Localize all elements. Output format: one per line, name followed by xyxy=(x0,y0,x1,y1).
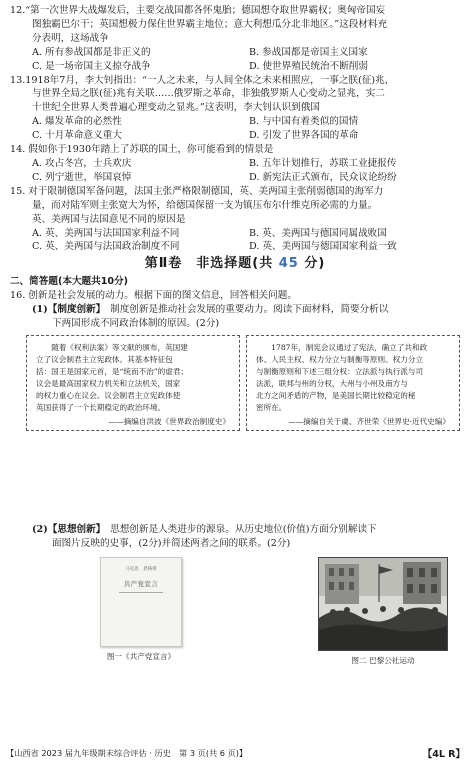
option-d[interactable]: D. 引发了世界各国的革命 xyxy=(249,130,359,142)
option-a[interactable]: A. 所有参战国都是非正义的 xyxy=(32,46,151,58)
book-title: 共产党宣言 xyxy=(123,579,159,588)
figure-caption: 图一《共产党宣言》 xyxy=(106,651,176,661)
material-line: 议会是最高国家权力机关和立法机关，国家 xyxy=(36,378,181,388)
material-source: ——摘编自关于虞、齐世荣《世界史·近代史编》 xyxy=(288,416,450,426)
options xyxy=(10,227,460,255)
material-line: 体、人民主权、权力分立与制衡等原则。权力分立 xyxy=(256,354,424,364)
option-a[interactable]: A. 英、美两国与法国国家利益不同 xyxy=(32,227,180,239)
option-a[interactable]: A. 攻占冬宫，士兵欢庆 xyxy=(32,157,132,169)
material-boxes xyxy=(26,335,460,431)
part-2-title-suffix: 分) xyxy=(298,256,326,272)
option-c[interactable]: C. 是一场帝国主义掠夺战争 xyxy=(32,60,151,72)
sub-question-line: 下两国形成不同政治体制的原因。(2分) xyxy=(52,317,220,329)
page-footer xyxy=(6,748,465,762)
question-stem-line: 与世界全局之朕(征)兆有关联……俄罗斯之革命，非独俄罗斯人心变动之显兆，实二 xyxy=(32,88,385,100)
option-b[interactable]: B. 参战国都是帝国主义国家 xyxy=(249,46,368,58)
question-14 xyxy=(10,143,460,185)
question-stem-line: 英、美两国与法国意见不同的原因是 xyxy=(32,213,186,225)
question-stem-line: 十世纪全世界人类普遍心理变动之显兆。”这表明，李大钊认识到俄国 xyxy=(32,102,320,114)
material-line: 括：国王是国家元首，是“统而不治”的虚君； xyxy=(36,366,189,376)
question-13 xyxy=(10,74,460,144)
book-authors: 马克思 恩格斯 xyxy=(125,566,157,572)
question-15 xyxy=(10,185,460,255)
material-box-britain xyxy=(26,335,240,431)
material-box-usa xyxy=(246,335,460,431)
question-stem-line: 分表明，这场战争 xyxy=(32,32,109,44)
option-a[interactable]: A. 爆发革命的必然性 xyxy=(32,116,122,128)
question-stem-line: 12.“第一次世界大战爆发后，主要交战国都各怀鬼胎；德国想夺取世界霸权；奥匈帝国妄 xyxy=(10,5,386,16)
paris-commune-illustration xyxy=(318,557,448,651)
option-d[interactable]: D. 新宪法正式颁布，民众议论纷纷 xyxy=(249,171,397,183)
option-b[interactable]: B. 与中国有着类似的国情 xyxy=(249,116,359,128)
material-line: 随着《权利法案》等文献的颁布，英国建 xyxy=(51,342,188,352)
material-line: 与制衡原则和下述三组分权：立法派与执行派与司 xyxy=(256,366,424,376)
sub-question-2 xyxy=(10,523,460,537)
figure-1 xyxy=(100,557,182,666)
question-stem: 16. 创新是社会发展的动力。根据下面的图文信息，回答相关问题。 xyxy=(10,290,297,302)
question-stem-line: 13.1918年7月，李大钊指出：“一人之未来，与人间全体之未来相照应，一事之朕(征)兆， xyxy=(10,74,395,86)
material-line: 的权力重心在议会。议会制君主立宪政体使 xyxy=(36,390,181,400)
options xyxy=(10,115,460,143)
figures xyxy=(100,557,448,666)
option-d[interactable]: D. 英、美两国与德国国家利益一致 xyxy=(249,241,397,253)
sub-question-line: 面图片反映的史事，(2分)并简述两者之间的联系。(2分) xyxy=(52,537,291,549)
question-stem-line: 图独霸巴尔干；英国想极力保住世界霸主地位；意大利想瓜分北非地区。”这段材料充 xyxy=(32,18,388,30)
question-stem-line: 14. 假如你于1930年踏上了苏联的国土，你可能看到的情景是 xyxy=(10,144,274,156)
exam-page xyxy=(10,4,460,666)
section-title: 二、简答题(本大题共10分) xyxy=(10,276,129,288)
question-16 xyxy=(10,289,460,666)
sub-question-text: 制度创新是推动社会发展的重要动力。阅读下面材料，简要分析以 xyxy=(110,303,389,315)
material-line: 密所在。 xyxy=(256,402,287,412)
question-12 xyxy=(10,4,460,74)
option-c[interactable]: C. 十月革命意义重大 xyxy=(32,130,122,142)
figure-caption: 图二 巴黎公社运动 xyxy=(351,655,415,665)
question-stem-line: 15. 对于限制德国军备问题，法国主张严格限制德国，英、美两国主张削弱德国的海军力 xyxy=(10,185,384,197)
part-2-score: 45 xyxy=(278,256,299,272)
footer-code: 【4L R】 xyxy=(422,749,465,760)
material-line: 1787年，制宪会议通过了宪法，确立了共和政 xyxy=(271,342,428,352)
sub-question-tag: (2)【思想创新】 xyxy=(32,523,101,535)
part-2-title-prefix: 第Ⅱ卷 非选择题(共 xyxy=(144,256,279,272)
material-line: 立了议会制君主立宪政体。其基本特征包 xyxy=(36,354,173,364)
figure-2 xyxy=(318,557,448,666)
sub-question-1 xyxy=(10,303,460,317)
book-rule xyxy=(119,592,163,593)
answer-space xyxy=(10,431,460,523)
option-b[interactable]: B. 五年计划推行，苏联工业捷报传 xyxy=(249,157,397,169)
material-source: ——摘编自洪波《世界政治制度史》 xyxy=(108,416,230,426)
part-2-title xyxy=(10,255,460,274)
sub-question-tag: (1)【制度创新】 xyxy=(32,303,101,315)
question-stem-line: 量，而对陆军则主张宽大为怀，给德国保留一支为镇压布尔什维克所必需的力量。 xyxy=(32,199,378,211)
material-line: 法派，联邦与州的分权，大州与小州及南方与 xyxy=(256,378,408,388)
option-c[interactable]: C. 列宁逝世，举国哀悼 xyxy=(32,171,132,183)
sub-question-text: 思想创新是人类进步的源泉。从历史地位(价值)方面分别解读下 xyxy=(110,523,377,535)
manifesto-book-cover xyxy=(100,557,182,647)
options xyxy=(10,46,460,74)
footer-info: 【山西省 2023 届九年级期末综合评估 · 历史 第 3 页(共 6 页)】 xyxy=(6,748,248,758)
option-c[interactable]: C. 英、美两国与法国政治制度不同 xyxy=(32,241,180,253)
option-d[interactable]: D. 使世界殖民统治不断削弱 xyxy=(249,60,368,72)
material-line: 英国获得了一个长期稳定的政治环境。 xyxy=(36,402,166,412)
material-line: 北方之间矛盾的产物，是美国长期比较稳定的秘 xyxy=(256,390,416,400)
option-b[interactable]: B. 英、美两国与德国同属战败国 xyxy=(249,227,387,239)
options xyxy=(10,157,460,185)
